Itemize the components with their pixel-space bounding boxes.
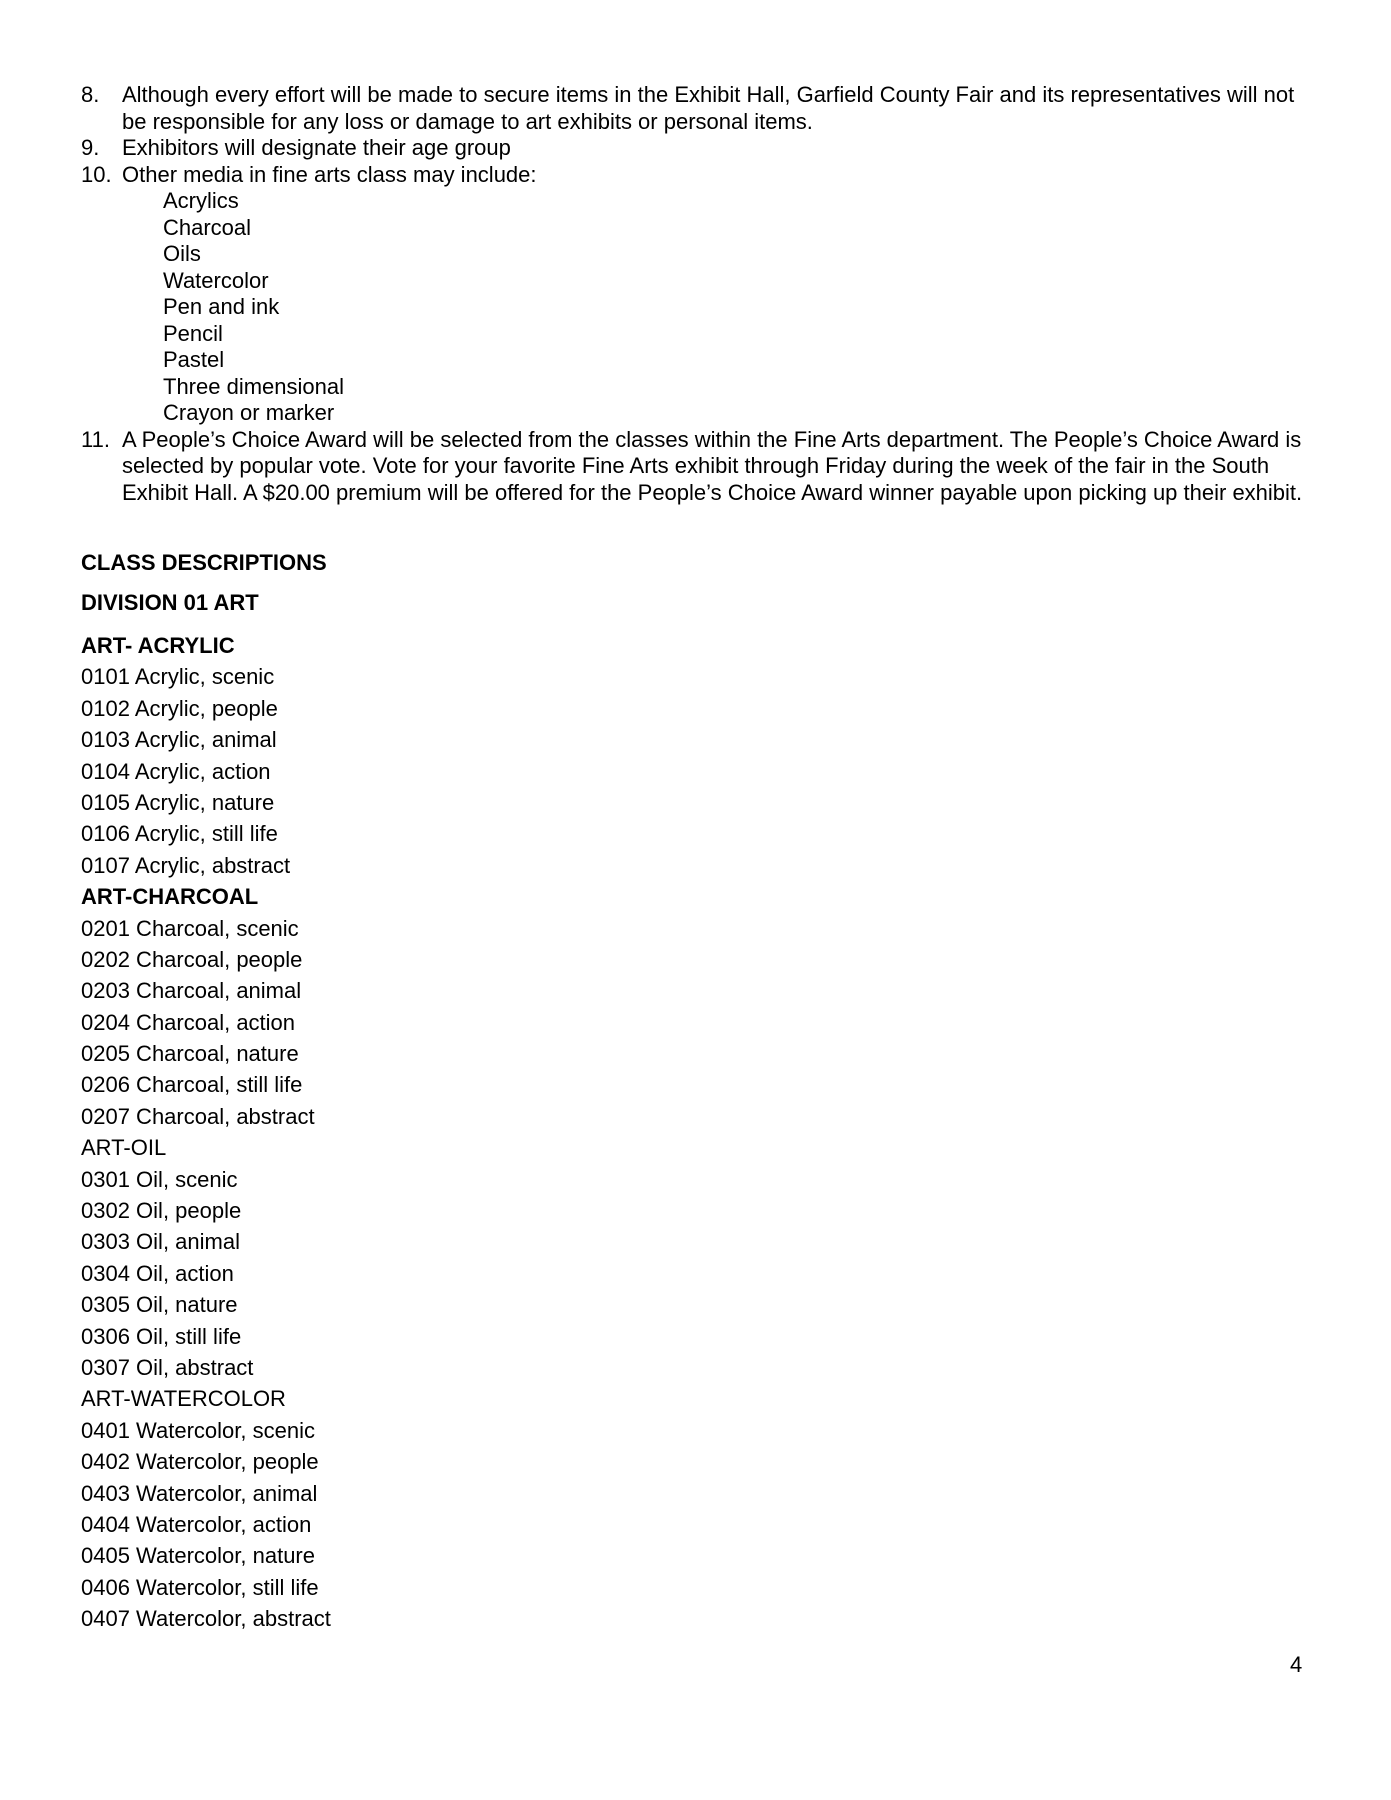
class-entry: 0206 Charcoal, still life [81, 1072, 303, 1098]
class-entry: 0104 Acrylic, action [81, 758, 271, 784]
rule-text: Although every effort will be made to secure items in the Exhibit Hall, Garfield County Fair and its representatives will not be responsible for any loss or damage to art exhibits or personal items. [122, 82, 1295, 134]
class-entry: 0305 Oil, nature [81, 1292, 238, 1318]
class-entry: 0404 Watercolor, action [81, 1511, 312, 1537]
class-entry: 0407 Watercolor, abstract [81, 1606, 331, 1632]
rule-text: Exhibitors will designate their age group [122, 135, 511, 160]
section-title: ART-WATERCOLOR [81, 1386, 286, 1412]
class-entry: 0202 Charcoal, people [81, 946, 303, 972]
rule-number: 11. [81, 426, 110, 452]
section-title: ART- ACRYLIC [81, 633, 235, 658]
rule-item [81, 162, 1311, 189]
class-entry: 0403 Watercolor, animal [81, 1480, 318, 1506]
media-list-item: Oils [163, 241, 201, 266]
division-heading: DIVISION 01 ART [81, 590, 259, 615]
class-entry: 0306 Oil, still life [81, 1323, 242, 1349]
media-list-item: Pastel [163, 347, 225, 372]
media-list-item: Charcoal [163, 214, 252, 240]
class-entry: 0304 Oil, action [81, 1260, 234, 1286]
class-entry: 0205 Charcoal, nature [81, 1041, 299, 1067]
rules-list [81, 82, 1311, 427]
section-title: ART-OIL [81, 1135, 167, 1161]
media-list [122, 188, 1311, 427]
media-list-item: Pencil [163, 320, 223, 346]
class-entry: 0106 Acrylic, still life [81, 821, 278, 847]
class-entry: 0101 Acrylic, scenic [81, 664, 275, 690]
rule-text: A People’s Choice Award will be selected from the classes within the Fine Arts department. The People’s Choice Award is selected by popular vote. Vote for your favorite Fine Arts exhibit through Friday during the week of the fair in the South Exhibit Hall. A $20.00 premium will be offered for the People’s Choice Award winner payable upon picking up their exhibit. [122, 426, 1303, 505]
class-entry: 0204 Charcoal, action [81, 1009, 296, 1035]
class-entry: 0203 Charcoal, animal [81, 978, 302, 1004]
media-list-item: Pen and ink [163, 294, 280, 319]
class-entry: 0302 Oil, people [81, 1198, 242, 1224]
class-entry: 0107 Acrylic, abstract [81, 852, 291, 878]
class-entry: 0105 Acrylic, nature [81, 789, 275, 815]
class-entry: 0301 Oil, scenic [81, 1166, 238, 1192]
media-list-item: Crayon or marker [163, 400, 335, 425]
class-entry: 0207 Charcoal, abstract [81, 1103, 315, 1129]
class-entry: 0405 Watercolor, nature [81, 1543, 315, 1569]
class-entry: 0303 Oil, animal [81, 1229, 240, 1255]
class-entry: 0102 Acrylic, people [81, 695, 278, 721]
document-page [81, 82, 1311, 1635]
class-sections [81, 630, 1311, 1635]
class-entry: 0401 Watercolor, scenic [81, 1417, 315, 1443]
rule-item [81, 135, 1311, 162]
class-entry: 0201 Charcoal, scenic [81, 915, 299, 941]
rule-item [81, 82, 1311, 135]
rule-text: Other media in fine arts class may include: [122, 161, 537, 187]
rule-number: 8. [81, 82, 100, 107]
media-list-item: Three dimensional [163, 373, 344, 399]
class-descriptions-heading: CLASS DESCRIPTIONS [81, 550, 327, 575]
section-title: ART-CHARCOAL [81, 884, 259, 910]
media-list-item: Acrylics [163, 188, 239, 213]
page-number: 4 [1290, 1652, 1303, 1677]
class-entry: 0402 Watercolor, people [81, 1449, 319, 1475]
rule-number: 10. [81, 161, 112, 187]
class-entry: 0307 Oil, abstract [81, 1354, 254, 1380]
class-entry: 0406 Watercolor, still life [81, 1574, 319, 1600]
rule-number: 9. [81, 135, 100, 160]
media-list-item: Watercolor [163, 267, 269, 293]
rule-item-11 [81, 427, 1311, 507]
class-entry: 0103 Acrylic, animal [81, 727, 277, 753]
